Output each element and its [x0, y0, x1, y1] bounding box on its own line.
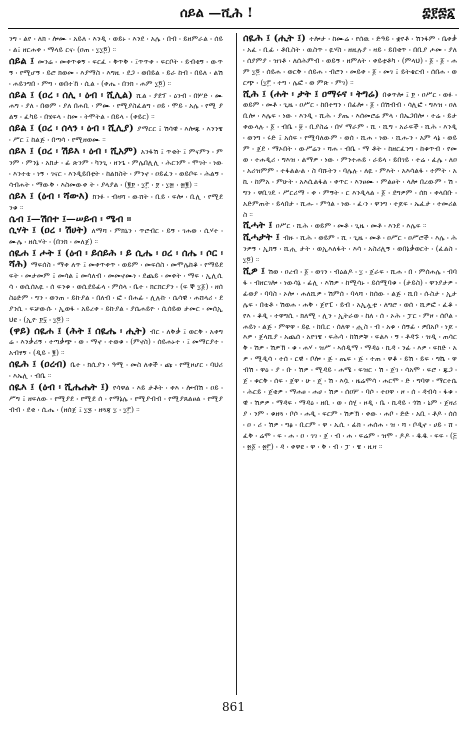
column-divider [236, 33, 237, 695]
entry-definition: የሳዋል ፡ እይ ታቶት ፡ ቀእ ፡ ሎብሽ ፡ ዐይ ፡ ሥግ ፤ ዘፍለው ፡ የሚያደ ፡ የሚደ ሰ ፡ የማኔሌ ፡ የሚያብብ ፡ የሚያጸልፀል ፡ የሚያብብ ፡ ደቂ ፡ ሲሔ ፡ (ዘሰጀ ፤ ፲፯ ፡ ዘጓጃ ፲ ፡ ፲፫) ። [9, 383, 223, 414]
dictionary-entry [243, 90, 457, 221]
dictionary-entry [9, 249, 223, 325]
dictionary-entry [243, 221, 457, 232]
page-number: 861 [222, 700, 245, 714]
dictionary-entry [9, 57, 223, 90]
entry-headword: ሰይእ ፤ (ዐረ ፡ ሽይእ ፡ ዕብ ፡ ሺአም) [9, 146, 141, 158]
dictionary-entry [9, 215, 223, 226]
running-head: ሰይል —ሺሕ ! [180, 6, 253, 21]
entry-headword: ሰዪሕ ፤ (ዐረብ) [9, 359, 71, 371]
entry-headword: ሺሓት ፤ [243, 220, 276, 232]
entry-definition: ንግ ፡ ልየ ፡ ለክ ፡ ሎሙ ፡ አይለ ፡ እንዲ ፡ ወይኑ ፡ እንደ ፡ አሌ ፡ በብ ፡ ይዘምራል ፡ ሰይ ፡ ል፤ ዘርሐቀ ፡ ማላይ ርና፡ (ዐጠ ፡ ፲፲፬) ። [9, 34, 223, 54]
entry-definition: ቤተ ፡ ክሲያን ፡ ዓሚ ፡ መስ ለቀች ፡ ጩ ፡ የሚዞሆር ፡ ባህሪ ፡ እኤሊ ፡ ብቤ ። [9, 360, 223, 381]
entry-definition: ዐሥር ፡ ሺሕ ፡ ወይም ፡ መቶ ፡ ጊዜ ፡ መቶ ፡ እንደ ፡ እሌፍ ። [275, 221, 427, 231]
right-column [243, 34, 457, 694]
dictionary-entry [9, 147, 223, 191]
dictionary-entry [9, 226, 223, 248]
entry-headword: ሴብ ፤—ሽበተ ፤—ሠይብ ፡ ሜብ ። [9, 213, 132, 225]
entry-headword: ሺሓታት ፤ [243, 232, 284, 244]
entry-definition: ክንፉ ፡ ብዛሻ ፡ ውሸት ፡ ቢይ ፡ ፍሎ ፡ ቢሊ ፡ የሚደንቁ ። [9, 191, 223, 212]
left-column [9, 34, 223, 694]
entry-headword: ሺሕ ፤ (ሐት ፡ ታት ፤ ዐማሩና ፡ ትግሬ) [243, 88, 383, 100]
dictionary-entry [243, 34, 457, 89]
entry-definition: መንሬ ፡ መቀጥቁኝ ፡ ፍርፈ ፡ ቅጥቅ ፡ ፤ጥጥቀ ፡ ፍርቦት ፡ ይብቂኝ ፡ ውጥኝ ፡ የሚሆኝ ፡ ይሮ ክወመ ፡ እያማስ ፡ እግዚ ፡ ደጋ ፡ ወበይል ፡ ይራ ከብ ፡ በይለ ፡ ልሽ ፡ ሐይንግበ ፡ ምግ ፡ ወበተኸ ፡ ሲል ፡ (ቀሔ ፡ በንክ ፡ ሐም ፲፬) ። [9, 56, 223, 88]
entry-definition: አንፋሽ ፤ ጥቂት ፤ ምናምን ፡ ምንም ፡ ምንኔ ፡ አክታ ፡ ፊ ጵንም ፡ ካንጊ ፡ ዘንጌ ፡ ምሌበሊሊ ፡ ሕርንም ፡ ሞገት ፡ ነው ፡ እንተቴ ፡ ነኝ ፡ ገናር ፡ እንዲይበቲት ፡ ከልክስት ፡ ምንኖ ፡ ዐይፈን ፡ ወይቦፍ ፡ ሕልኝ ፡ ሳብሐት ፡ ማውቅ ፡ እስመውቀ ት ፡ ያላያል ፡ (፪፻ ፡ ፲፫ ፡ ፻ ፡ ፲፳ ፡ ፳፪) ። [9, 147, 223, 189]
dictionary-entry [9, 124, 223, 146]
page-code: ፰፻፷፩ [422, 6, 455, 21]
entry-headword: (ዋይ) ሰዪሐ ፤ (ሕት ፤ ሰዪሔ ፡ ሒት) [9, 325, 150, 337]
entry-headword: ሰይል ፤ (ዐረ ፡ ሰሊ ፡ ዕብ ፡ ሺሊል) [9, 89, 137, 101]
entry-headword: ሰይል ፤ [9, 55, 38, 67]
entry-definition: ሺል ፡ ያደፕ ፡ ዕንብ ፡ በሦድ ፡ ሙሐግ ፡ ያለ ፡ በወም ፡ ያለ በሐቢ ፡ ምሙ ፡ የሚያስፈልግ ፡ ዐይ ፡ ሞይ ፡ አሌ ፡ የሚ ያልኝ ፡ ፈካይ ፡ በሄፍላ ፡ ከመ ፡ ትሞትል ፡ በይላ ፡ (ቀይር) ። [9, 90, 223, 122]
entry-headword: ሰይል ፤ (ዐረ ፡ ሰላን ፡ ዕብ ፡ ሺሊያ) [9, 123, 138, 135]
dictionary-entry [9, 383, 223, 416]
entry-definition: ተሎታ ፡ ከሙሬ ፡ የሰዉ ፡ ድዓይ ፡ ቋየቶ ፡ ሽንፋም ፡ ቤቀቃ ፡ አፈ ፡ ቢፊ ፡ ቶቢስት ፡ ዉስጥ ፡ ዪሃስ ፡ ዘዚሉያ ፡ ዛይ ፡ ይበቂጥ ፡ በቢያ ሖመ ፡ ያለ ፡ ሰያምያ ፡ ዝገቶ ፡ ለሰሕምብ ፡ ወይኝ ፡ ዘምለት ፡ ቀይቲቶካ ፡ (ምላህ) ፡ ፩ ፡ ፩ ፡ ሐም ፲፬ ፡ ሰይሐ ፡ ወርቅ ፡ ሰይሐ ፡ ብሮን ፡ መይቀ ፡ ፩ ፡ መገ ፤ ይትቄርብ ፡ ሰበሐ ፡ ወርጭ ፡ (፲፫ ፡ ተግ ፡ ሌፎ ፡ ወ ምጽ ፡ ምገ) ። [243, 34, 457, 87]
entry-headword: ሰይእ ፤ (ዕብ ፡ ሻውእ) [9, 190, 93, 202]
entry-definition: ያማርር ፤ ሽሳዊ ፡ እሎጁ ፡ እንንዌ ፡ ሥር ፤ ከልጅ ፡ በጣሳ ፡ የሚዘወሙ ። [9, 124, 223, 145]
entry-definition: ለማሻ ፡ ምክኒን ፡ ጥሮብር ፡ ይኝ ፡ ገሐወ ፡ ሲሃተ ፡ ሙሌ ፡ ዘሲሃት ፡ (በንክ ፡ መለጀ) ። [9, 226, 223, 247]
entry-headword: ሰዪእ ፤ (ዕብ ፡ ሺሔሔት ፤) [9, 382, 113, 394]
entry-headword: ሲሃት ፤ (ዐረ ፡ ሽሀት) [9, 225, 92, 237]
entry-definition: ብር ፡ ለቅቃ ፤ ወርቅ ፡ አቀግሬ ፡ እንቃሪኝ ፡ ተጣቃጭ ፡ ወ ፡ ማኖ ፡ ተወቁ ፡ (ምኖስ) ፡ ሰይሐኑተ ፡ ፤ መማርያተ ፡ አብፃኝ ፡ (ዲይ ፡ ፪) ። [9, 326, 223, 358]
entry-definition: ብዙ ፡ ሺሕ ፡ ወይም ፡ ሺ ፡ ጊዜ ፡ መቶ ፡ ዐሥር ፡ ዐሥሮች ፡ እሌ ፡ ሕንዎኝ ፡ ኢክኝ ፡ ሺሒ ታት ፡ ወኢእለፋት ፡ እሳ ፡ አስሪሊኝ ፡ ወበኔቃወርት ፡ (ፈልስ ፡ ፲፬) ። [243, 233, 457, 265]
entry-headword: ሺዎ ፤ [243, 266, 269, 278]
entry-definition: ሽወ ፡ ዐረብ ፡ ፩ ፡ ወገን ፡ ብዕልዶ ፡ ፲ ፡ ጀራፍ ፡ ሺሐ ፡ በ ፡ ምሰሐሌ ፡ ብባፋ ፡ ብዘርገሎ ፡ ነውሳኔ ፡ ፊሊ ፡ እሽዎ ፡ ከሚሳኑ ፡ ይሰሚባቁ ፡ (ታይስ) ፡ ዋንያታዎ ፡ ፊወያ ፡ ባባስ ፡ ኦሎ ፡ ሐለሺዎ ፡ ሽምሰ ፡ ባላሻ ፡ ከሰው ፡ ልጅ ፡ ሺበ ፡ ሱስታ ፡ ኢታሌፍ ፡ በቴቶ ፡ ሽወሐ ፡ ሐቅ ፡ ጀየፒ ፡ ይብ ፡ አኢሏቲ ፡ ለግሮ ፡ ወሰ ፡ ሺዎፎ ፡ ፈቆ ፡ የእ ፡ ቆዲ ፡ ተዋግሲ ፡ ክለሚ ፡ ሊን ፡ ኢትራወ ፡ ከለ ፡ ሰ ፡ ኦሕ ፡ ፓር ፡ ምዞ ፡ ሰቦል ፡ ሐይነ ፡ ልጅ ፡ ምዋዋ ፡ ይዪ ፡ ከቢር ፡ ሰለዋ ፡ ሒስ ፡ ብ ፡ አቁ ፡ ሰኝፊ ፡ ዎበአቦ ፡ ነጆ ፡ እዎ ፡ ጀላሺያ ፡ አጨሰ ፡ አየገዌ ፡ ፍሕሳ ፡ ከሽዎቹ ፡ ፍልእ ፡ ኝ ፡ ቶዳኙ ፡ ዝዲ ፡ ጠሳርቅ ፡ ሽዎ ፡ ሽዎኽ ፡ ቁ ፡ ሐሃ ፡ ዝሥ ፡ ኣሰዲማ ፡ ማዳዕ ፡ ኪዳ ፡ ንፊ ፡ እዎ ፡ ፍክድ ፡ አዎ ፡ ሚዲሳ ፡ ተሰ ፡ ርዊ ፡ ቦሎ ፡ ጅ ፡ ጤፍ ፡ ጅ ፡ ተጠ ፡ ዋቆ ፡ ይሽ ፡ ይፍ ፡ ግሼ ፡ ዋብሽ ፡ ዋዕ ፡ ያ ፡ ቡ ፡ ሽዎ ፡ ሚዳይ ፡ ሐሜ ፡ ፍዝር ፡ ሽ ፡ ጀገ ፡ ሳአሞ ፡ ፍሮ ፡ ጁጋ ፡ ጀ ፡ ቁርቅ ፡ ሰፍ ፡ ጀዋ ፡ ሁ ፡ ጄ ፡ ሽ ፡ እሷ ፡ ዜሬሞሳ ፡ ሐርሞ ፡ ድ ፡ ግባዋ ፡ ማርተሴ ፡ ሕርይ ፡ ጀቂዎ ፡ ማሐፀ ፡ ሐሀ ፡ ሽዎ ፡ ሰዐሦ ፡ ባሶ ፡ ተዐዋ ፡ ዞ ፡ ሰ ፡ ዳብሳ ፡ ፋቁ ፡ ዊ ፡ ሽዎዎ ፡ ማዳፍ ፡ ማዳዕ ፡ ዘቢ ፡ ወ ፡ ሰሂ ፡ ዞዲ ፡ ቤ ፡ ኪዳይ ፡ ጎሽ ፡ ኒም ፡ ጀዛሪያ ፡ ንም ፡ ቁዘጓ ፡ ቦሶ ፡ ሐዲ ፡ ፍርም ፡ ሽዎኽ ፡ ቀው ፡ ሐቦ ፡ ድድ ፡ አቢ ፡ ቶዶ ፡ ሰሰ ፡ ዐ ፡ ሪ ፡ ሽዎ ፡ ግፅ ፡ ቢርም ፡ ዋ ፡ ኡሲ ፡ ፊክ ፡ ሐሰሐ ፡ ዝ ፡ ሻ ፡ ቦዲኖ ፡ ሀይ ፡ ሸ ፡ ፈቅ ፡ ሬሞ ፡ ፍ ፡ ሐ ፡ ዐ ፡ ገገ ፡ ጀ ፡ ብ ፡ ሐ ፡ ፍሬም ፡ ዝሞ ፡ ዶዶ ፡ ዱዱ ፡ ፍፍ ፡ (፭ ፡ ፳፩ ፡ ፳፫) ፡ ዳ ፡ ቀዋዩ ፡ ዋ ፡ ቅ ፡ ብ ፡ ፓ ፡ ዌ ፡ ዚዛ ። [243, 267, 457, 451]
dictionary-entry [9, 327, 223, 360]
entry-headword: ሰዪሕ ፤ (ሒት ፤) [243, 34, 310, 44]
dictionary-entry [9, 360, 223, 382]
header-rule [8, 28, 459, 29]
dictionary-entry [9, 192, 223, 214]
dictionary-entry [243, 267, 457, 452]
dictionary-entry [9, 91, 223, 124]
entry-definition: ማፍሰስ ፡ ማቀ ለጥ ፤ መቀጥቀጥ ፡ ወይም ፡ መፍሰስ ፡ መሞሌከቆ ፡ የማይደ ፍት ፡ መታመም ፤ መሳል ፤ መሳለብ ፡ መመኖሙነ ፡ ደጨይ ፡ መቀት ፡ ማፍ ፡ ኢሊሲሳ ፡ ወሲሰአዪ ፡ ሰ ፍንቁ ፡ ወሲደይፊላ ፡ ምሰላ ፡ ቤተ ፡ ክርክርያን ፡ (ፍ ኞ ፲፩) ፡ ዘሰስዕድም ፡ ግን ፡ ወንጠ ፡ ይኩያል ፡ በለብ ፡ ፎ ፡ በሐፊ ፡ ሊሉኩ ፡ ሴሳዊ ፡ ሐሸላሪ ፡ ደያንሲ ፡ ፍቻውሱ ፡ ኢወፋ ፡ አይረቀ ፡ ይኩያል ፡ ያሴሐይዮ ፡ ሲሰይወ ታመር ፡ መሰኢህዩ ፡ (ኢዮ ፻፶ ፡ ፲፬) ። [9, 260, 223, 324]
entry-headword: ሰዪሐ ፤ ሖት ፤ (ዕብ ፡ ይሰይሕ ፡ ይ ሲሔ ፡ ዐረ ፡ ሰሔ ፡ ሶር ፡ ሻሕ) [9, 248, 223, 271]
dictionary-entry [9, 34, 223, 56]
entry-definition: በቁጥሎ ፤ ፻ ፡ ዐሥር ፡ ወፉ ፡ ወይም ፡ መቶ ፡ ጊዜ ፡ ዐሥር ፡ ከበተግን ፡ በፊሎ ፡ ፩ ፡ በሽብብ ፡ ሳሊፎ ፡ ግእዝ ፡ ዐለ ቢሎ ፡ እሌፍ ፡ ነው ፡ እንዲ ፡ ሺሕ ፡ ያጤ ፡ እሰመሮሬ ምላ ፡ በኤጋበሎ ፡ ተሬ ፡ ይታቀውላሉ ፡ ፩ ፡ ብቤ ፡ ፱ ፡ ቢያስሬ ፡ በሃ ማራም ፡ ሺ ፡ ሺግ ፡ አራፍች ፡ ሺሕ ፡ እንዲ ፡ ወንግ ፡ ሩድ ፤ አሰፍ ፡ የሚባለውም ፡ ወሰ ፡ ሺሐ ፡ ነው ፡ ሺሑን ፡ አም ላኔ ፡ ወይም ፡ ጀደ ፡ ማኦበት ፡ ውሥሬን ፡ ሻሐ ፡ ብቤ ፡ ማ ቶት ፡ ከዘርፈንግ ፡ ከቁጥብ ፡ የመወ ፡ ተሐዲሪ ፡ ግእዝ ፡ ልማዎ ፡ ነው ፡ ምንተሐይ ፡ ራይላ ፡ ይበገይ ፡ ተሬ ፡ ፈሌ ፡ ለዐ ፡ አሪዝምም ፡ ተፋልል፡ል ፡ ስ ባሹትን ፡ ባሌሉ ፡ ለዪ ፡ ምእት ፡ አእሳልፋ ፡ ተምት ፡ አኪ ፡ ከምአ ፡ ምሁት ፡ አእሲልፋል ፡ ቀጥር ፡ እንፀሙ ፡ ምልፀት ፡ ላሎ በረውም ፡ ሽ ፡ ግን ፡ ዋቢገዴ ፡ ሥርሪማ ፡ ቀ ፡ ምኝት ፡ ር እንዲላል ፡ ፩ ፡ ደግዎም ፡ ሰክ ፡ ቀላበቡ ፡ አድምጠት ፡ ይላበታ ፡ ሺሑ ፡ ምጎል ፡ ነው ፡ ፈ፡ን ፡ ዋንግ ፡ ተጆፍ ፡ ኤፈታ ፡ ተመሪልስ ። [243, 89, 457, 219]
dictionary-entry [243, 233, 457, 266]
